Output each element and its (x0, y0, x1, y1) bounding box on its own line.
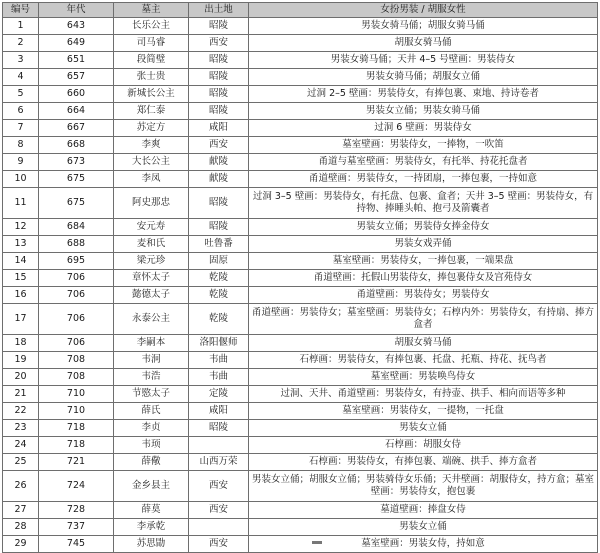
cell-description: 男装女骑马俑；天井 4–5 号壁画：男装侍女 (249, 52, 598, 69)
cell-site: 西安 (189, 502, 249, 519)
cell-site: 吐鲁番 (189, 236, 249, 253)
cell-site: 乾陵 (189, 287, 249, 304)
cell-description: 过洞 6 壁画：男装侍女 (249, 120, 598, 137)
cell-no: 11 (3, 188, 39, 219)
cell-year: 710 (39, 403, 114, 420)
cell-no: 19 (3, 352, 39, 369)
cell-tomb-owner: 永泰公主 (114, 304, 189, 335)
table-row (3, 253, 598, 270)
table-row (3, 137, 598, 154)
cell-no: 25 (3, 454, 39, 471)
cell-year: 651 (39, 52, 114, 69)
cell-no: 1 (3, 18, 39, 35)
cell-tomb-owner: 薛儆 (114, 454, 189, 471)
cell-description: 男装女戏弄俑 (249, 236, 598, 253)
cell-no: 14 (3, 253, 39, 270)
cell-description: 男装女立俑 (249, 420, 598, 437)
cell-year: 710 (39, 386, 114, 403)
cell-site: 咸阳 (189, 403, 249, 420)
table-row (3, 270, 598, 287)
cell-no: 26 (3, 471, 39, 502)
cell-tomb-owner: 苏思勖 (114, 536, 189, 553)
cell-year: 668 (39, 137, 114, 154)
cell-no: 22 (3, 403, 39, 420)
cell-site: 昭陵 (189, 52, 249, 69)
cell-site: 西安 (189, 35, 249, 52)
cell-year: 728 (39, 502, 114, 519)
cell-tomb-owner: 韦泂 (114, 352, 189, 369)
cell-site: 昭陵 (189, 103, 249, 120)
cell-year: 675 (39, 171, 114, 188)
cell-year: 745 (39, 536, 114, 553)
table-row (3, 219, 598, 236)
cell-site: 昭陵 (189, 420, 249, 437)
cell-description: 甬道壁画：托假山男装侍女，捧包裹侍女及宫苑侍女 (249, 270, 598, 287)
header-no: 编号 (3, 3, 39, 18)
table-row (3, 369, 598, 386)
cell-description: 墓室壁画：男装侍女，一提物，一托盘 (249, 403, 598, 420)
cell-site: 定陵 (189, 386, 249, 403)
cell-site: 固原 (189, 253, 249, 270)
header-year: 年代 (39, 3, 114, 18)
cell-site: 西安 (189, 471, 249, 502)
cell-tomb-owner: 梁元珍 (114, 253, 189, 270)
cell-no: 7 (3, 120, 39, 137)
cell-site (189, 519, 249, 536)
cell-site: 昭陵 (189, 69, 249, 86)
cell-description: 过洞 3–5 壁画：男装侍女，有托盘、包裹、盒者；天井 3–5 壁画：男装侍女，有持物、捧睡头帕、抱弓及箭囊者 (249, 188, 598, 219)
cell-year: 688 (39, 236, 114, 253)
cell-description: 男装女立俑；男装侍女捧金侍女 (249, 219, 598, 236)
cell-year: 695 (39, 253, 114, 270)
cell-description: 墓室壁画：男装侍女，一捧物，一吹笛 (249, 137, 598, 154)
header-site: 出土地 (189, 3, 249, 18)
cell-year: 724 (39, 471, 114, 502)
table-row (3, 103, 598, 120)
cell-site: 西安 (189, 536, 249, 553)
cell-no: 6 (3, 103, 39, 120)
table-row (3, 188, 598, 219)
cell-year: 706 (39, 335, 114, 352)
cell-site: 献陵 (189, 154, 249, 171)
table-row (3, 120, 598, 137)
cell-description: 石椁画：男装侍女，有捧包裹、托盘、托瓶、持花、抚鸟者 (249, 352, 598, 369)
cell-year: 706 (39, 304, 114, 335)
cell-tomb-owner: 李嗣本 (114, 335, 189, 352)
cell-no: 29 (3, 536, 39, 553)
cell-tomb-owner: 张士贵 (114, 69, 189, 86)
cell-tomb-owner: 李凤 (114, 171, 189, 188)
cell-year: 708 (39, 369, 114, 386)
cell-description: 石椁画：男装侍女，有捧包裹、端碗、拱手、捧方盒者 (249, 454, 598, 471)
bottom-crop-fragment (0, 541, 600, 547)
cell-year: 664 (39, 103, 114, 120)
cell-no: 16 (3, 287, 39, 304)
cell-tomb-owner: 韦浩 (114, 369, 189, 386)
table-row (3, 335, 598, 352)
cell-site: 昭陵 (189, 18, 249, 35)
cell-year: 657 (39, 69, 114, 86)
table-row (3, 352, 598, 369)
cell-description: 甬道壁画：男装侍女，一持团扇，一捧包裹，一持如意 (249, 171, 598, 188)
cell-description: 胡服女骑马俑 (249, 35, 598, 52)
cell-tomb-owner: 苏定方 (114, 120, 189, 137)
header-tomb-owner: 墓主 (114, 3, 189, 18)
cell-description: 墓室壁画：男装侍女，一捧包裹，一端果盘 (249, 253, 598, 270)
table-row (3, 18, 598, 35)
cell-no: 24 (3, 437, 39, 454)
cell-site: 昭陵 (189, 219, 249, 236)
cell-site: 昭陵 (189, 86, 249, 103)
table-row (3, 502, 598, 519)
cell-year: 675 (39, 188, 114, 219)
cell-description: 甬道与墓室壁画：男装侍女，有托举、持花托盘者 (249, 154, 598, 171)
cell-tomb-owner: 阿史那忠 (114, 188, 189, 219)
cell-site: 献陵 (189, 171, 249, 188)
cell-tomb-owner: 李贞 (114, 420, 189, 437)
cell-site: 乾陵 (189, 270, 249, 287)
cell-tomb-owner: 司马睿 (114, 35, 189, 52)
cell-tomb-owner: 新城长公主 (114, 86, 189, 103)
cell-description: 墓道壁画：捧盘女侍 (249, 502, 598, 519)
cell-tomb-owner: 麦和氏 (114, 236, 189, 253)
cell-tomb-owner: 李爽 (114, 137, 189, 154)
cell-year: 649 (39, 35, 114, 52)
cell-description: 墓室壁画：男装唤鸟侍女 (249, 369, 598, 386)
cell-site (189, 437, 249, 454)
cell-tomb-owner: 大长公主 (114, 154, 189, 171)
cell-year: 718 (39, 420, 114, 437)
cell-no: 3 (3, 52, 39, 69)
cell-year: 660 (39, 86, 114, 103)
cell-description: 过洞、天井、甬道壁画：男装侍女，有持壶、拱手、相向而语等多种 (249, 386, 598, 403)
cell-no: 13 (3, 236, 39, 253)
header-description: 女扮男装 / 胡服女性 (249, 3, 598, 18)
cell-no: 21 (3, 386, 39, 403)
cell-description: 男装女立俑；男装女骑马俑 (249, 103, 598, 120)
cell-year: 718 (39, 437, 114, 454)
table-row (3, 52, 598, 69)
cell-no: 18 (3, 335, 39, 352)
cell-tomb-owner: 郑仁泰 (114, 103, 189, 120)
cell-year: 706 (39, 270, 114, 287)
table-row (3, 86, 598, 103)
table-row (3, 471, 598, 502)
cell-no: 12 (3, 219, 39, 236)
cell-description: 男装女骑马俑；胡服女立俑 (249, 69, 598, 86)
cell-site: 山西万荣 (189, 454, 249, 471)
cell-description: 男装女立俑；胡服女立俑；男装骑侍女乐俑；天井壁画：胡服侍女，持方盒；墓室壁画：男装侍女，抱包裹 (249, 471, 598, 502)
table-row (3, 35, 598, 52)
cell-tomb-owner: 李承乾 (114, 519, 189, 536)
cell-year: 667 (39, 120, 114, 137)
cell-no: 23 (3, 420, 39, 437)
cell-site: 咸阳 (189, 120, 249, 137)
cell-site: 韦曲 (189, 369, 249, 386)
cell-tomb-owner: 段简璧 (114, 52, 189, 69)
cell-description: 甬道壁画：男装侍女；墓室壁画：男装侍女；石椁内外：男装侍女，有持扇、捧方盒者 (249, 304, 598, 335)
cell-no: 4 (3, 69, 39, 86)
cell-tomb-owner: 安元寿 (114, 219, 189, 236)
cell-no: 10 (3, 171, 39, 188)
cell-tomb-owner: 懿德太子 (114, 287, 189, 304)
cell-year: 706 (39, 287, 114, 304)
cell-site: 洛阳偃师 (189, 335, 249, 352)
cell-no: 5 (3, 86, 39, 103)
table-row (3, 171, 598, 188)
cell-no: 27 (3, 502, 39, 519)
cell-description: 墓室壁画：男装女侍，持如意 (249, 536, 598, 553)
cell-site: 韦曲 (189, 352, 249, 369)
cell-no: 2 (3, 35, 39, 52)
table-row (3, 519, 598, 536)
cell-site: 西安 (189, 137, 249, 154)
table-row (3, 69, 598, 86)
table-row (3, 154, 598, 171)
cell-tomb-owner: 长乐公主 (114, 18, 189, 35)
cell-year: 643 (39, 18, 114, 35)
table-row (3, 304, 598, 335)
cell-tomb-owner: 薛莫 (114, 502, 189, 519)
cell-year: 673 (39, 154, 114, 171)
cell-tomb-owner: 韦顼 (114, 437, 189, 454)
cell-tomb-owner: 节愍太子 (114, 386, 189, 403)
cell-site: 昭陵 (189, 188, 249, 219)
cell-year: 708 (39, 352, 114, 369)
cell-description: 男装女骑马俑；胡服女骑马俑 (249, 18, 598, 35)
cell-tomb-owner: 章怀太子 (114, 270, 189, 287)
cell-tomb-owner: 薛氏 (114, 403, 189, 420)
cell-description: 男装女立俑 (249, 519, 598, 536)
cell-no: 20 (3, 369, 39, 386)
cell-description: 石椁画：胡服女侍 (249, 437, 598, 454)
table-row (3, 236, 598, 253)
table-row (3, 420, 598, 437)
table-row (3, 454, 598, 471)
table-header-row (3, 3, 598, 18)
fragment-mark (312, 541, 322, 544)
cell-description: 胡服女骑马俑 (249, 335, 598, 352)
cell-site: 乾陵 (189, 304, 249, 335)
cell-no: 15 (3, 270, 39, 287)
cell-description: 甬道壁画：男装侍女；男装侍女 (249, 287, 598, 304)
cell-year: 684 (39, 219, 114, 236)
table-row (3, 403, 598, 420)
table-row (3, 437, 598, 454)
cell-tomb-owner: 金乡县主 (114, 471, 189, 502)
table-body (3, 18, 598, 553)
cell-description: 过洞 2–5 壁画：男装侍女，有捧包裹、束地、持诗卷者 (249, 86, 598, 103)
cell-no: 28 (3, 519, 39, 536)
table-row (3, 287, 598, 304)
cell-no: 17 (3, 304, 39, 335)
cell-no: 9 (3, 154, 39, 171)
cell-year: 737 (39, 519, 114, 536)
cell-year: 721 (39, 454, 114, 471)
tomb-figures-table (2, 2, 598, 553)
cell-no: 8 (3, 137, 39, 154)
table-row (3, 386, 598, 403)
